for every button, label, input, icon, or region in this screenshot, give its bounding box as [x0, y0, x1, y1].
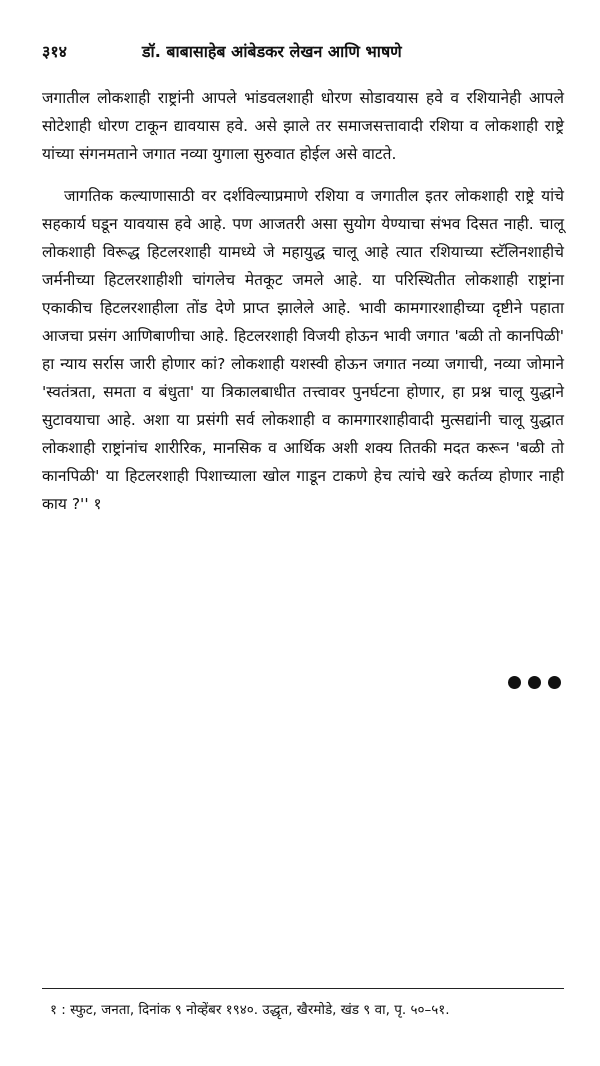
body-text — [42, 84, 564, 532]
footnote: १ : स्फुट, जनता, दिनांक ९ नोव्हेंबर १९४०. उद्धृत, खैरमोडे, खंड ९ वा, पृ. ५०–५१. — [50, 1002, 450, 1018]
paragraph-1: जगातील लोकशाही राष्ट्रांनी आपले भांडवलशाही धोरण सोडावयास हवे व रशियानेही आपले सोटेशाही धोरण टाकून द्यावयास हवे. असे झाले तर समाजसत्तावादी रशिया व लोकशाही राष्ट्रे यांच्या संगनमताने जगात नव्या युगाला सुरुवात होईल असे वाटते. — [42, 89, 564, 163]
paragraph-2: जागतिक कल्याणासाठी वर दर्शविल्याप्रमाणे रशिया व जगातील इतर लोकशाही राष्ट्रे यांचे सहकार्य घडून यावयास हवे आहे. पण आजतरी असा सुयोग येण्याचा संभव दिसत नाही. चालू लोकशाही विरूद्ध हिटलरशाही यामध्ये जे महायुद्ध चालू आहे त्यात रशियाच्या स्टॅलिनशाहीचे जर्मनीच्या हिटलरशाहीशी चांगलेच मेतकूट जमले आहे. या परिस्थितीत लोकशाही राष्ट्रांना एकाकीच हिटलरशाहीला तोंड देणे प्राप्त झालेले आहे. भावी कामगारशाहीच्या दृष्टीने पहाता आजचा प्रसंग आणिबाणीचा आहे. हिटलरशाही विजयी होऊन भावी जगात 'बळी तो कानपिळी' हा न्याय सर्रास जारी होणार कां? लोकशाही यशस्वी होऊन जगात नव्या जगाची, नव्या जोमाने 'स्वतंत्रता, समता व बंधुता' या त्रिकालबाधीत तत्त्वावर पुनर्घटना होणार, हा प्रश्न चालू युद्धाने सुटावयाचा आहे. अशा या प्रसंगी सर्व लोकशाही व कामगारशाहीवादी मुत्सद्यांनी चालू युद्धात लोकशाही राष्ट्रांनांच शारीरिक, मानसिक व आर्थिक अशी शक्य तितकी मदत करून 'बळी तो कानपिळी' या हिटलरशाही पिशाच्याला खोल गाडून टाकणे हेच त्यांचे खरे कर्तव्य होणार नाही काय ?'' १ — [42, 187, 564, 513]
running-title: डॉ. बाबासाहेब आंबेडकर लेखन आणि भाषणे — [142, 42, 402, 61]
footnote-divider — [42, 988, 564, 989]
section-end-ornament — [508, 676, 568, 692]
page-header — [42, 40, 562, 66]
ornament-dot — [548, 676, 561, 689]
page-number: ३१४ — [42, 42, 67, 61]
ornament-dot — [508, 676, 521, 689]
ornament-dot — [528, 676, 541, 689]
